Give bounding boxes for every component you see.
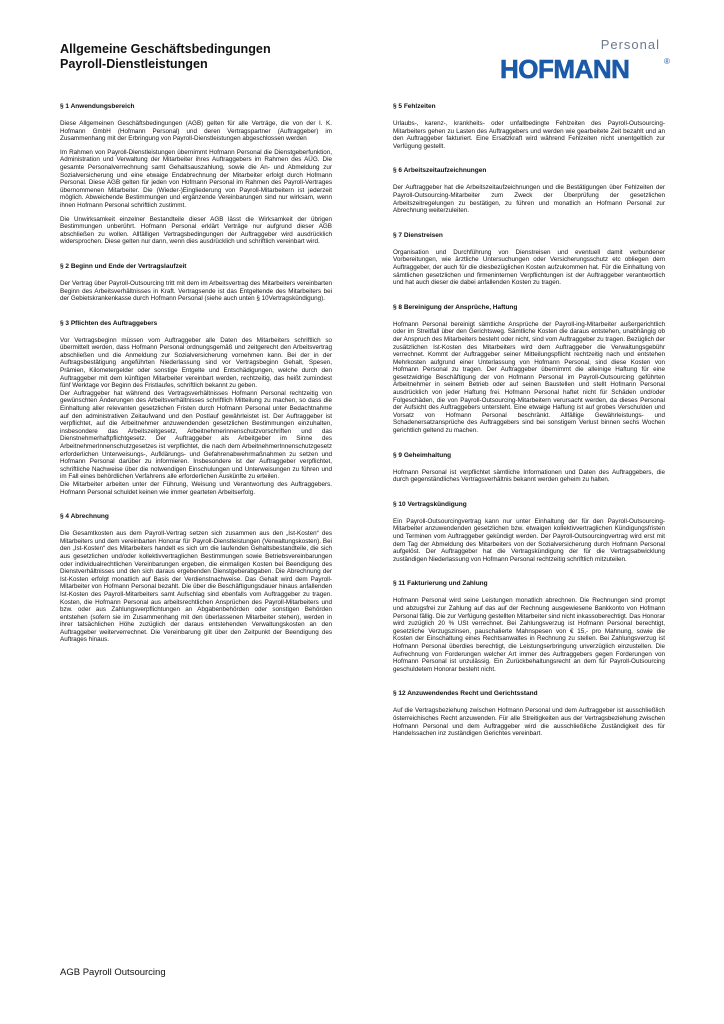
section-paragraph: Der Vertrag über Payroll-Outsourcing tritt mit dem im Arbeitsvertrag des Mitarbeiters vereinbarten Beginn des Arbeitsverhältnisses in Kraft. Vertragsende ist das Entgeltende des Mitarbeiters bei der Gebietskrankenkasse durch Hofmann Personal (siehe auch unten § 10Vertragskündigung).	[60, 279, 332, 303]
title-line-2: Payroll-Dienstleistungen	[60, 57, 208, 71]
section-4	[60, 512, 332, 644]
section-heading: § 7 Dienstreisen	[393, 231, 443, 239]
section-paragraph: Hofmann Personal bereinigt sämtliche Ansprüche der Payroll-ing-Mitarbeiter außergerichtlich oder im Streitfall über den Gerichtsweg. Sämtliche Kosten die daraus entstehen, unabhängig ob der Anspruch des Mitarbeiters besteht oder nicht, sind vom Auftraggeber zu tragen. Bezüglich der zusätzlichen Ist-Kosten des Mitarbeiters wird dem Auftraggeber die Verwaltungsgebühr verrechnet. Kommt der Auftraggeber seiner Mitteilungspflicht rechtzeitig nach und entstehen Mehrkosten aufgrund einer Unterlassung von Hofmann Personal, sind diese Kosten von Hofmann Personal zu tragen. Der Auftraggeber übernimmt die alleinige Haftung für eine gesetzwidrige Beschäftigung der von Hofmann Personal im Payroll-Outsourcing geführten Arbeitnehmer in seinem Betrieb oder auf seinen Baustellen und stellt Hofmann Personal ausdrücklich von jeder Haftung frei. Hofmann Personal haftet nicht für Schäden und/oder Folgeschäden, die von Payroll-Outsourcing-Mitarbeitern verursacht werden, da dieses Personal der Aufsicht des Auftraggebers untersteht. Eine etwaige Haftung ist auf grobes Verschulden und Vorsatz von Hofmann Personal beschränkt. Allfällige Gewährleistungs- und Schadenersatzansprüche des Auftraggebers sind bei sonstigem Verlust binnen sechs Wochen gerichtlich geltend zu machen.	[393, 320, 665, 435]
section-heading: § 10 Vertragskündigung	[393, 500, 467, 508]
hofmann-logo	[498, 34, 674, 84]
section-10	[393, 500, 665, 564]
section-paragraph: Ein Payroll-Outsourcingvertrag kann nur unter Einhaltung der für den Payroll-Outsourcing-Mitarbeiter anzuwendenden gesetzlichen bzw. etwaigen kollektivvertraglichen Kündigungsfristen und Terminen vom Auftraggeber gekündigt werden. Der Payroll-Outsourcingvertrag wird erst mit dem Tag der Abmeldung des Mitarbeiters von der Sozialversicherung durch Hofmann Personal aufgelöst. Der Auftraggeber hat die Vertragskündigung der für die Vertragsabwicklung zuständigen Niederlassung von Hofmann Personal rechtzeitig schriftlich mitzuteilen.	[393, 517, 665, 563]
section-paragraph: Urlaubs-, karenz-, krankheits- oder unfallbedingte Fehlzeiten des Payroll-Outsourcing-Mitarbeiters gehen zu Lasten des Auftraggebers und werden wie gearbeitete Zeit bezahlt und an den Auftraggeber fakturiert. Eine Ersatzkraft wird während Fehlzeiten nicht unentgeltlich zur Verfügung gestellt.	[393, 120, 665, 150]
section-12	[393, 689, 665, 737]
section-5	[393, 102, 665, 150]
section-paragraph: Diese Allgemeinen Geschäftsbedingungen (AGB) gelten für alle Verträge, die von der I. K. Hofmann GmbH (Hofmann Personal) und deren Vertragspartner (Auftraggeber) im Zusammenhang mit der Erbringung von Payroll-Dienstleistungen abgeschlossen werden	[60, 120, 332, 143]
section-1	[60, 102, 332, 246]
logo-main-text: HOFMANN	[500, 54, 630, 84]
section-paragraph: Im Rahmen von Payroll-Dienstleistungen übernimmt Hofmann Personal die Dienstgeberfunktion, Administration und Verwaltung der Mitarbeiter ihres Auftraggebers im Rahmen des AÜG. Die gesamte Personalverrechnung samt Gehaltsauszahlung, sowie die An- und Abmeldung zur Sozialversicherung und eine etwaige Endabrechnung der Mitarbeiter erfolgt durch Hofmann Personal. Diese AGB gelten für jeden von Hofmann Personal im Rahmen des Payroll-Vertrages übernommenen Mitarbeiter. Die (Wieder-)Eingliederung von Payroll-Mitarbeitern ist jederzeit möglich. Abweichende Bestimmungen und ergänzende Vereinbarungen sind nur wirksam, wenn ihnen Hofmann Personal schriftlich zustimmt.	[60, 148, 332, 209]
section-paragraph: Die Gesamtkosten aus dem Payroll-Vertrag setzen sich zusammen aus den „Ist-Kosten“ des Mitarbeiters und dem vereinbarten Honorar für Payroll-Dienstleistungen (Verwaltungskosten). Bei den „Ist-Kosten“ des Mitarbeiters handelt es sich um die laufenden Gehaltsbestandteile, die sich aus gesetzlichen und/oder kollektivvertraglichen Bestimmungen sowie Betriebsvereinbarungen oder individualrechtlichen Vereinbarungen ergeben, die einmaligen Kosten bei Beendigung des Dienstverhältnisses und den sich daraus ergebenden Dienstgeberabgaben. Die Abrechnung der Ist-Kosten erfolgt monatlich auf Basis der Verdienstnachweise. Das Gehalt wird dem Payroll-Mitarbeiter von Hofmann Personal bezahlt. Die über die Beschäftigungsdauer hinaus anfallenden Ist-Kosten des Payroll-Mitarbeiters samt Aufschlag sind ebenfalls vom Auftraggeber zu tragen. Kosten, die Hofmann Personal aus arbeitsrechtlichen Ansprüchen des Payroll-Mitarbeiters und bzw. oder aus Zahlungsverpflichtungen an Abgabenbehörden oder sonstigen Behörden entstehen (sofern sie im Zusammenhang mit den überlassenen Mitarbeiter stehen), werden in ihrer tatsächlichen Höhe zuzüglich der daraus entstehenden Verwaltungskosten an den Auftraggeber weiterverrechnet. Die Vereinbarung gilt über den Zeitpunkt der Beendigung des Auftrages hinaus.	[60, 530, 332, 644]
section-paragraph: Hofmann Personal ist verpflichtet sämtliche Informationen und Daten des Auftraggebers, die durch gegenständliches Vertragsverhältnis bekannt werden geheim zu halten.	[393, 468, 665, 484]
logo-small-text: Personal	[600, 37, 660, 52]
section-heading: § 6 Arbeitszeitaufzeichnungen	[393, 167, 487, 175]
right-column	[393, 102, 665, 744]
section-paragraph: Organisation und Durchführung von Dienstreisen und eventuell damit verbundener Vorbereitungen, wie ärztliche Untersuchungen oder Versicherungsschutz etc obliegen dem Auftraggeber, der auch für die diesbezüglichen Kosten aufzukommen hat. Für die Einhaltung von sämtlichen gesetzlichen und firmeninternen Verpflichtungen ist der Auftraggeber verantwortlich und hat auch dieser die dabei anfallenden Kosten zu tragen.	[393, 248, 665, 287]
section-11	[393, 579, 665, 673]
section-heading: § 12 Anzuwendendes Recht und Gerichtsstand	[393, 690, 538, 698]
section-6	[393, 166, 665, 214]
section-heading: § 9 Geheimhaltung	[393, 451, 452, 459]
section-7	[393, 231, 665, 287]
section-paragraph: Der Auftraggeber hat während des Vertragsverhältnisses Hofmann Personal rechtzeitig von gewünschten Änderungen des Arbeitsverhältnisses schriftlich Mitteilung zu machen, so dass die Einhaltung aller relevanten gesetzlichen Fristen durch Hofmann Personal unter Bedachtnahme auf den administrativen Zeitaufwand und den Postlauf gewährleistet ist. Der Auftraggeber ist verpflichtet, auf die Arbeitnehmer anzuwendenden gesetzlichen Bestimmungen einzuhalten, insbesondere das Arbeitszeitgesetz, Arbeitnehmerinnenschutzvorschriften und das Dienstnehmerhaftpflichtgesetz. Der Auftraggeber als Arbeitgeber im Sinne des ArbeitnehmerInnenschutzgesetzes ist verpflichtet, die nach dem ArbeitnehmerInnenschutzgesetz erforderlichen Unterweisungs-, Aufklärungs- und Gefahrenabwehrmaßnahmen zu setzen und Hofmann Personal darüber zu informieren. Insbesondere ist der Auftraggeber verpflichtet, schriftliche Nachweise über die notwendigen Einschulungen und Unterweisungen zu führen und im Fall eines behördlichen Verfahrens alle erforderlichen Auskünfte zu erteilen.	[60, 389, 332, 481]
section-heading: § 8 Bereinigung der Ansprüche, Haftung	[393, 303, 518, 311]
section-9	[393, 451, 665, 484]
section-paragraph: Vor Vertragsbeginn müssen vom Auftraggeber alle Daten des Mitarbeiters schriftlich so übermittelt werden, dass Hofmann Personal ordnungsgemäß und zeitgerecht den Arbeitsvertrag abschließen und die Anmeldung zur Sozialversicherung vornehmen kann. Bei der in der Auftragsbestätigung angeführten Niederlassung sind vor Vertragsbeginn Gehalt, Spesen, Prämien, Kilometergelder oder sonstige Entgelte und Entschädigungen, welche durch den Auftraggeber mit dem künftigen Mitarbeiter vereinbart werden, rechtzeitig, das heißt zumindest fünf Werktage vor Beginn des Fristlaufes, schriftlich bekannt zu geben.	[60, 336, 332, 390]
section-heading: § 3 Pflichten des Auftraggebers	[60, 319, 158, 327]
section-heading: § 11 Fakturierung und Zahlung	[393, 580, 488, 588]
section-paragraph: Die Unwirksamkeit einzelner Bestandteile dieser AGB lässt die Wirksamkeit der übrigen Bestimmungen unberührt. Hofmann Personal erklärt Verträge nur aufgrund dieser AGB abschließen zu wollen. Allfälligen Vertragsbedingungen der Auftraggeber wird ausdrücklich widersprochen. Diese gelten nur dann, wenn dies ausdrücklich und schriftlich vereinbart wird.	[60, 215, 332, 246]
section-heading: § 5 Fehlzeiten	[393, 103, 436, 110]
section-paragraph: Hofmann Personal wird seine Leistungen monatlich abrechnen. Die Rechnungen sind prompt und abzugsfrei zur Zahlung auf das auf der Rechnung ausgewiesene Bankkonto von Hofmann Personal fällig. Die zur Verfügung gestellten Mitarbeiter sind nicht inkassoberechtigt. Das Honorar wird zuzüglich 20 % USt verrechnet. Bei Zahlungsverzug ist Hofmann Personal berechtigt, gesetzliche Verzugszinsen, pauschalierte Mahnspesen von € 15,- pro Mahnung, sowie die Kosten der Einschaltung eines Rechtsanwaltes in Rechnung zu stellen. Bei Zahlungsverzug ist Hofmann Personal überdies berechtigt, die Leistungserbringung unverzüglich einzustellen. Die Aufrechnung von Forderungen welcher Art immer des Auftraggebers gegen Forderungen von Hofmann Personal ist unzulässig. Ein Zurückbehaltungsrecht an dem für Payroll-Outsourcing geschuldetem Honorar besteht nicht.	[393, 597, 665, 673]
section-paragraph: Auf die Vertragsbeziehung zwischen Hofmann Personal und dem Auftraggeber ist ausschließlich österreichisches Recht anzuwenden. Für alle Streitigkeiten aus der Vertragsbeziehung zwischen Hofmann Personal und dem Auftraggeber wird die ausschließliche Zuständigkeit des für Handelssachen inz zuständigen Gerichtes vereinbart.	[393, 707, 665, 738]
section-3	[60, 319, 332, 496]
document-title	[60, 42, 271, 72]
section-heading: § 1 Anwendungsbereich	[60, 103, 135, 110]
logo-registered-mark: ®	[664, 57, 670, 66]
section-paragraph: Die Mitarbeiter arbeiten unter der Führung, Weisung und Verantwortung des Auftraggebers. Hofmann Personal schuldet keinen wie immer gearteten Arbeitserfolg.	[60, 480, 332, 496]
title-line-1: Allgemeine Geschäftsbedingungen	[60, 42, 271, 56]
page-footer: AGB Payroll Outsourcing	[60, 967, 166, 978]
left-column	[60, 102, 332, 650]
section-heading: § 4 Abrechnung	[60, 513, 109, 521]
section-heading: § 2 Beginn und Ende der Vertragslaufzeit	[60, 262, 187, 270]
section-2	[60, 262, 332, 303]
section-8	[393, 303, 665, 435]
section-paragraph: Der Auftraggeber hat die Arbeitszeitaufzeichnungen und die Bestätigungen über Fehlzeiten der Payroll-Outsourcing-Mitarbeiter zum Zweck der Überprüfung der gesetzlichen Arbeitszeitregelungen zu bestätigen, zu führen und monatlich an Hofmann Personal zur Abrechnung weiterzuleiten.	[393, 184, 665, 215]
